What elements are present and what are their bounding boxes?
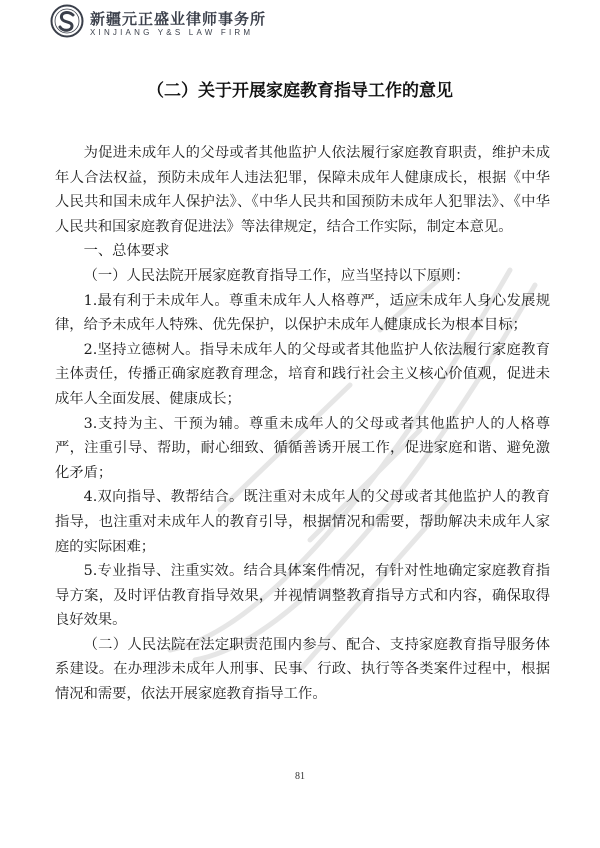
document-body — [55, 141, 550, 707]
principle-item-3: 3.支持为主、干预为辅。尊重未成年人的父母或者其他监护人的人格尊严，注重引导、帮助，耐心细致、循循善诱开展工作，促进家庭和谐、避免激化矛盾； — [55, 415, 550, 481]
firm-name-en: XINJIANG Y&S LAW FIRM — [90, 28, 254, 37]
section-heading: 一、总体要求 — [83, 243, 170, 260]
firm-name-cn: 新疆元正盛业律师事务所 — [90, 10, 267, 28]
page-header — [50, 4, 370, 44]
page-title: （二）关于开展家庭教育指导工作的意见 — [147, 81, 453, 101]
principle-item-4: 4.双向指导、教帮结合。既注重对未成年人的父母或者其他监护人的教育指导，也注重对未成年人的教育引导，根据情况和需要，帮助解决未成年人家庭的实际困难； — [55, 489, 550, 555]
intro-paragraph: 为促进未成年人的父母或者其他监护人依法履行家庭教育职责，维护未成年人合法权益，预防未成年人违法犯罪，保障未成年人健康成长，根据《中华人民共和国未成年人保护法》、《中华人民共和国预防未成年人犯罪法》、《中华人民共和国家庭教育促进法》等法律规定，结合工作实际，制定本意见。 — [55, 145, 550, 235]
subsection-heading: （一）人民法院开展家庭教育指导工作，应当坚持以下原则： — [83, 267, 470, 284]
firm-logo-icon — [50, 4, 84, 38]
page-number: 81 — [295, 771, 305, 782]
principle-item-2: 2.坚持立德树人。指导未成年人的父母或者其他监护人依法履行家庭教育主体责任，传播正确家庭教育理念，培育和践行社会主义核心价值观，促进未成年人全面发展、健康成长； — [55, 341, 550, 407]
subsection-paragraph: （二）人民法院在法定职责范围内参与、配合、支持家庭教育指导服务体系建设。在办理涉未成年人刑事、民事、行政、执行等各类案件过程中，根据情况和需要，依法开展家庭教育指导工作。 — [55, 636, 550, 703]
principle-item-1: 1.最有利于未成年人。尊重未成年人人格尊严，适应未成年人身心发展规律，给予未成年人特殊、优先保护，以保护未成年人健康成长为根本目标； — [55, 292, 550, 334]
principle-item-5: 5.专业指导、注重实效。结合具体案件情况，有针对性地确定家庭教育指导方案，及时评估教育指导效果，并视情调整教育指导方式和内容，确保取得良好效果。 — [55, 563, 550, 629]
